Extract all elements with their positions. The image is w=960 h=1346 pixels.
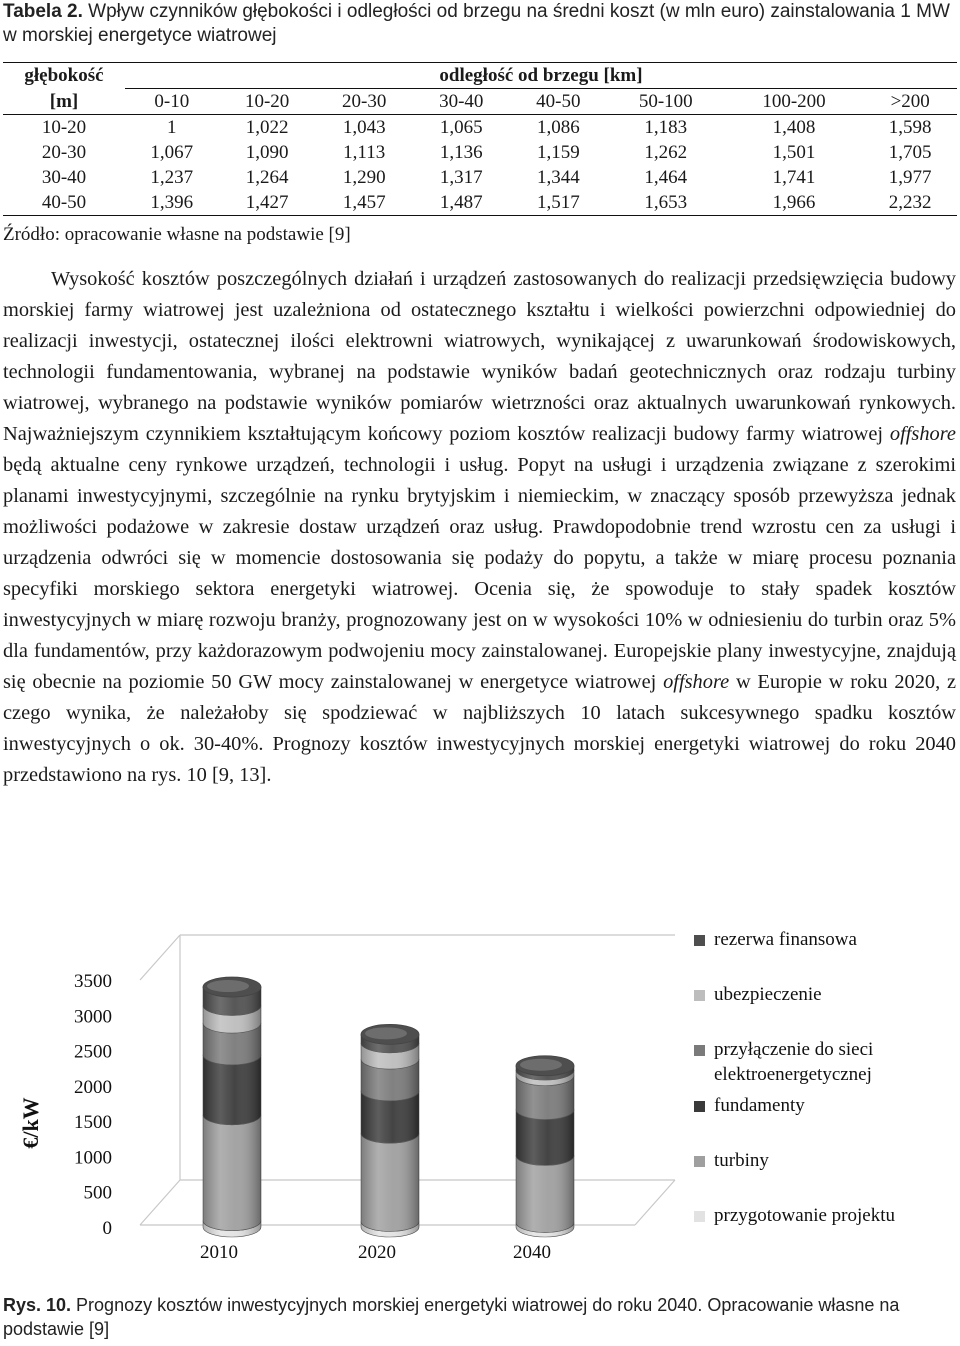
cylinders: [203, 977, 574, 1237]
value-cell: 1,262: [644, 142, 688, 163]
legend-item: [694, 1039, 873, 1085]
value-cell: 1,264: [245, 167, 289, 188]
value-cell: 1,067: [150, 142, 194, 163]
value-cell: 1,396: [125, 190, 219, 216]
value-cell: 1,317: [439, 167, 483, 188]
legend-item: [694, 1095, 805, 1116]
value-cell: 1,705: [888, 142, 932, 163]
body-text: [3, 264, 956, 791]
legend-label: ubezpieczenie: [714, 984, 822, 1005]
depth-cell: 30-40: [41, 167, 87, 188]
bar-top-highlight: [207, 980, 249, 992]
legend-swatch: [694, 1101, 705, 1112]
depth-header: głębokość: [3, 63, 125, 89]
paragraph: [3, 264, 956, 791]
column-header: 30-40: [413, 89, 510, 115]
depth-unit-header: [m]: [3, 89, 125, 115]
value-cell: 1,741: [772, 167, 816, 188]
legend-swatch: [694, 1045, 705, 1056]
column-header: >200: [863, 89, 957, 115]
distance-header: odległość od brzegu [km]: [125, 63, 957, 89]
value-cell: 1,290: [342, 167, 386, 188]
value-cell: 1,517: [510, 190, 607, 216]
legend-item: [694, 1205, 895, 1226]
value-cell: 1,159: [536, 142, 580, 163]
value-cell: 1,183: [644, 117, 688, 138]
legend-label: turbiny: [714, 1150, 769, 1171]
cost-forecast-chart: [0, 915, 960, 1290]
paragraph-text: w Europie w roku 2020, z czego wynika, że należałoby się spodziewać w najbliższych 10 latach sukcesywnego spadku kosztów inwestycyjnych o ok. 30-40%. Prognozy kosztów inwestycyjnych morskiej energetyki wiatrowej do roku 2040 przedstawiono na rys. 10 [9, 13].: [3, 671, 957, 786]
bar-segment-shading: [516, 1155, 574, 1232]
table-row: [3, 165, 957, 190]
table-row: [3, 115, 957, 141]
value-cell: 1,464: [644, 167, 688, 188]
y-tick-label: 1000: [74, 1147, 112, 1169]
legend-label: rezerwa finansowa: [714, 929, 857, 950]
value-cell: 1,487: [413, 190, 510, 216]
bar-segment-shading: [361, 1133, 419, 1231]
legend-item: [694, 984, 822, 1005]
y-tick-label: 1500: [74, 1112, 112, 1134]
paragraph-text: Wysokość kosztów poszczególnych działań i urządzeń zastosowanych do realizacji przedsięwzięcia budowy morskiej farmy wiatrowej jest uzależniona od ostatecznego kształtu i wielkości powierzchni odpowiedniej do realizacji inwestycji, ostatecznej ilości elektrowni wiatrowych, wynikającej z uwarunkowań środowiskowych, technologii fundamentowania, wybranej na podstawie wyników badań geotechnicznych oraz rodzaju turbiny wiatrowej, wybranego na podstawie wyników pomiarów wietrzności oraz aktualnych uwarunkowań rynkowych. Najważniejszym czynnikiem kształtującym końcowy poziom kosztów realizacji budowy farmy wiatrowej: [3, 268, 956, 445]
paragraph-text: będą aktualne ceny rynkowe urządzeń, technologii i usług. Popyt na usługi i urządzenia związane z szerokimi planami inwestycyjnymi, szczególnie na rynku brytyjskim i niemieckim, w znaczący sposób przewyższa jednak możliwości podażowe w zakresie dostaw urządzeń oraz usług. Prawdopodobnie trend wzrostu cen za usługi i urządzenia odwróci się w momencie dostosowania się podaży do popytu, a także w miarę procesu poznania specyfiki morskiego sektora energetyki wiatrowej. Ocenia się, że spowoduje to stały spadek kosztów inwestycyjnych w miarę rozwoju branży, prognozowany jest on w wysokości 10% w odniesieniu do turbin oraz 5% dla fundamentów, przy każdorazowym podwojeniu mocy zainstalowanej. Europejskie plany inwestycyjne, znajdują się obecnie na poziomie 50 GW mocy zainstalowanej w energetyce wiatrowej: [3, 454, 956, 693]
cylinder-2020: [361, 1024, 419, 1237]
y-axis-label: €/kW: [18, 1097, 43, 1149]
value-cell: 1,043: [342, 117, 386, 138]
value-cell: 1,966: [725, 190, 864, 216]
table-caption-label: Tabela 2.: [3, 1, 83, 22]
cost-table: [3, 62, 957, 216]
y-tick-label: 500: [83, 1182, 112, 1204]
legend-swatch: [694, 1211, 705, 1222]
y-tick-label: 3000: [74, 1006, 112, 1028]
column-header: 40-50: [510, 89, 607, 115]
value-cell: 1,113: [343, 142, 386, 163]
value-cell: 1,136: [439, 142, 483, 163]
value-cell: 1,427: [219, 190, 316, 216]
paragraph-italic: offshore: [889, 423, 956, 445]
y-tick-label: 3500: [74, 971, 112, 992]
legend-item: [694, 929, 858, 950]
legend-label: elektroenergetycznej: [714, 1064, 872, 1085]
cylinder-2040: [516, 1056, 574, 1237]
depth-cell: 20-30: [41, 142, 87, 163]
y-tick-label: 2500: [74, 1041, 112, 1063]
value-cell: 1,086: [536, 117, 580, 138]
value-cell: 1,022: [245, 117, 289, 138]
value-cell: 1,344: [536, 167, 580, 188]
value-cell: 1,977: [888, 167, 932, 188]
x-tick-label: 2020: [358, 1242, 396, 1263]
y-tick-label: 0: [102, 1218, 112, 1239]
legend-swatch: [694, 935, 705, 946]
table-row: [3, 190, 957, 216]
value-cell: 1,408: [772, 117, 816, 138]
value-cell: 1,090: [245, 142, 289, 163]
value-cell: 2,232: [863, 190, 957, 216]
bar-segment-shading: [203, 1055, 261, 1125]
x-axis-ticks: [200, 1242, 551, 1263]
figure-caption-label: Rys. 10.: [3, 1295, 72, 1315]
legend-label: fundamenty: [714, 1095, 805, 1116]
legend-label: przyłączenie do sieci: [714, 1039, 874, 1060]
paragraph-italic: offshore: [663, 671, 730, 693]
value-cell: 1,457: [316, 190, 413, 216]
x-tick-label: 2040: [513, 1242, 551, 1263]
column-header: 10-20: [219, 89, 316, 115]
legend-label: przygotowanie projektu: [714, 1205, 895, 1226]
column-header: 50-100: [607, 89, 725, 115]
bar-segment-shading: [203, 1115, 261, 1231]
column-header: 100-200: [725, 89, 864, 115]
legend-swatch: [694, 990, 705, 1001]
table-caption: [3, 0, 958, 48]
x-tick-label: 2010: [200, 1242, 238, 1263]
figure-caption-text: Prognozy kosztów inwestycyjnych morskiej energetyki wiatrowej do roku 2040. Opracowanie własne na podstawie [9]: [3, 1295, 900, 1339]
column-header: 0-10: [125, 89, 219, 115]
value-cell: 1,501: [772, 142, 816, 163]
value-cell: 1,237: [150, 167, 194, 188]
bar-top-highlight: [365, 1027, 407, 1039]
table-row: [3, 140, 957, 165]
legend-item: [694, 1150, 769, 1171]
bar-top-highlight: [520, 1059, 562, 1071]
legend: [694, 929, 895, 1226]
depth-cell: 10-20: [41, 117, 87, 138]
y-tick-label: 2000: [74, 1076, 112, 1098]
depth-cell: 40-50: [3, 190, 125, 216]
table-caption-text: Wpływ czynników głębokości i odległości od brzegu na średni koszt (w mln euro) zainstalowania 1 MW w morskiej energetyce wiatrowej: [3, 1, 950, 46]
value-cell: 1,598: [888, 117, 932, 138]
figure-caption: [3, 1293, 958, 1341]
table-source: Źródło: opracowanie własne na podstawie [9]: [3, 224, 351, 245]
value-cell: 1: [167, 117, 177, 138]
y-axis-ticks: [74, 971, 112, 1239]
column-header: 20-30: [316, 89, 413, 115]
value-cell: 1,653: [607, 190, 725, 216]
value-cell: 1,065: [439, 117, 483, 138]
legend-swatch: [694, 1156, 705, 1167]
cylinder-2010: [203, 977, 261, 1237]
